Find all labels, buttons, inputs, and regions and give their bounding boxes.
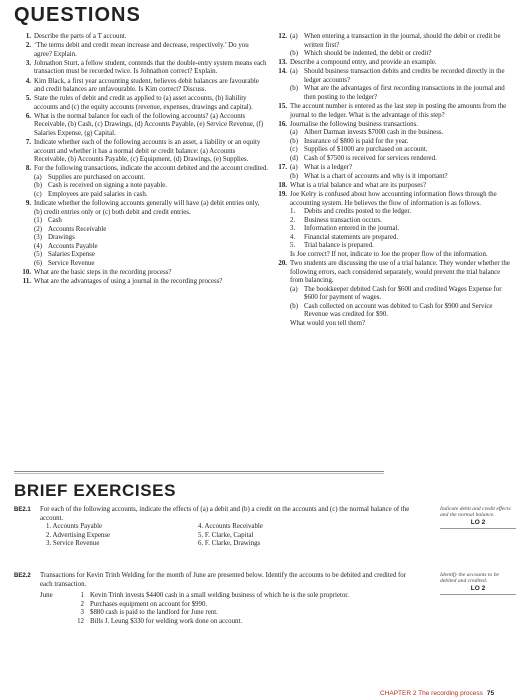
sub-text: Albert Darman invests $7000 cash in the business. <box>304 129 444 137</box>
sub-item <box>290 164 514 173</box>
question-item <box>276 182 514 191</box>
transaction-row <box>40 601 410 610</box>
question-body <box>34 42 268 59</box>
sub-item <box>34 174 268 183</box>
sub-text: Service Revenue <box>48 259 95 267</box>
question-text: ‘The terms debit and credit mean increase and decrease, respectively.’ Do you agree? Explain. <box>34 42 249 58</box>
question-item <box>276 121 514 164</box>
question-body <box>290 164 514 181</box>
question-item <box>20 165 268 199</box>
question-item <box>20 139 268 165</box>
margin-note-text: Identify the accounts to be debited and credited. <box>440 572 500 585</box>
sub-item <box>290 138 514 147</box>
question-body <box>290 68 514 102</box>
question-body <box>290 260 514 328</box>
divider <box>14 473 384 474</box>
question-body <box>34 33 268 42</box>
margin-note-be2-1 <box>440 506 516 529</box>
sub-label: 5. <box>290 242 296 250</box>
transaction-month <box>40 601 64 610</box>
question-number: 11. <box>22 278 31 286</box>
sub-item <box>290 242 514 251</box>
list-item: 4. Accounts Receivable <box>198 523 263 531</box>
question-body <box>34 278 268 287</box>
sub-text: Should business transaction debits and credits be recorded directly in the ledger accounts? <box>304 68 505 84</box>
question-item <box>20 269 268 278</box>
question-item <box>276 68 514 102</box>
sub-label: (c) <box>34 191 42 198</box>
sub-item <box>34 251 268 260</box>
question-text: Describe a compound entry, and provide an example. <box>290 59 437 67</box>
sub-item <box>290 303 514 320</box>
question-number: 13. <box>278 59 287 67</box>
exercise-be2-2 <box>14 572 434 652</box>
sub-item <box>290 208 514 217</box>
question-body <box>290 182 514 191</box>
sub-label: (b) <box>290 172 299 180</box>
question-number: 19. <box>278 191 287 198</box>
question-item <box>20 78 268 95</box>
transaction-row <box>40 618 410 627</box>
exercise-be2-1 <box>14 506 434 576</box>
transaction-row <box>40 592 410 601</box>
sub-label: (6) <box>34 259 43 267</box>
sub-label: (c) <box>290 146 298 154</box>
sub-label: (a) <box>290 285 298 293</box>
sub-label: 2. <box>290 216 296 224</box>
transaction-month <box>40 609 64 618</box>
question-item <box>276 33 514 59</box>
question-body <box>290 191 514 259</box>
sub-item <box>290 85 514 102</box>
sub-item <box>34 226 268 235</box>
question-body <box>34 165 268 199</box>
sub-label: 4. <box>290 233 296 241</box>
sub-item <box>290 217 514 226</box>
sub-label: (3) <box>34 234 43 242</box>
question-item <box>20 33 268 42</box>
questions-right-column <box>276 33 514 329</box>
question-item <box>276 260 514 328</box>
list-item: 5. F. Clarke, Capital <box>198 531 254 539</box>
sub-text: What is a chart of accounts and why is it important? <box>304 172 448 180</box>
sub-label: (5) <box>34 251 43 259</box>
sub-label: (2) <box>34 225 43 233</box>
sub-label: (a) <box>34 173 42 181</box>
sub-text: Accounts Receivable <box>48 225 107 233</box>
sub-label: (1) <box>34 217 43 225</box>
sub-label: (b) <box>34 182 43 190</box>
sub-label: (a) <box>290 68 298 76</box>
question-number: 14. <box>278 68 287 76</box>
question-body <box>34 78 268 95</box>
transaction-month <box>40 618 64 627</box>
sub-text: Supplies of $1000 are purchased on account. <box>304 146 428 154</box>
sub-label: (d) <box>290 155 299 163</box>
question-number: 12. <box>278 33 287 40</box>
brief-exercises-heading: BRIEF EXERCISES <box>14 481 177 500</box>
question-item <box>20 95 268 112</box>
question-followup: What would you tell them? <box>290 319 366 327</box>
sub-text: Drawings <box>48 234 75 242</box>
transaction-day: 12 <box>77 617 84 625</box>
sub-text: When entering a transaction in the journal, should the debit or credit be written first? <box>304 33 501 49</box>
exercise-id: BE2.1 <box>14 507 31 513</box>
sub-text: Information entered in the journal. <box>304 225 400 233</box>
sub-text: What are the advantages of first recording transactions in the journal and then posting to the ledger? <box>304 85 505 102</box>
question-number: 3. <box>25 59 31 67</box>
sub-text: Accounts Payable <box>48 242 98 250</box>
sub-text: Which should be indented, the debit or credit? <box>304 50 432 58</box>
list-item: 6. F. Clarke, Drawings <box>198 540 261 548</box>
learning-objective-badge: LO 2 <box>470 584 486 592</box>
page-number: 75 <box>486 690 495 697</box>
list-item: 1. Accounts Payable <box>46 523 103 531</box>
sub-item <box>290 33 514 50</box>
sub-text: Trial balance is prepared. <box>304 242 374 250</box>
sub-label: (a) <box>290 129 298 137</box>
question-body <box>34 200 268 268</box>
sub-item <box>290 129 514 138</box>
sub-item <box>290 50 514 59</box>
question-text: Joe Kelry is confused about how accounting information flows through the accounting system. He believes the flow of information is as follows. <box>290 191 497 207</box>
transaction-day: 2 <box>80 600 84 608</box>
question-body <box>290 33 514 59</box>
sub-text: Business transaction occurs. <box>304 216 382 224</box>
sub-item <box>34 217 268 226</box>
list-item: 2. Advertising Expense <box>46 531 111 539</box>
question-number: 8. <box>25 165 31 173</box>
question-number: 1. <box>25 33 31 40</box>
transaction-text: Bills J. Leung $330 for welding work done on account. <box>90 617 243 625</box>
sub-item <box>34 260 268 269</box>
sub-label: (b) <box>290 137 299 145</box>
divider <box>14 471 384 472</box>
question-body <box>34 95 268 112</box>
sub-item <box>34 234 268 243</box>
transaction-month: June <box>40 592 53 600</box>
margin-note-be2-2 <box>440 572 516 595</box>
exercise-id: BE2.2 <box>14 573 31 579</box>
question-body <box>34 60 268 77</box>
sub-text: Supplies are purchased on account. <box>48 173 146 181</box>
divider <box>440 594 516 595</box>
question-number: 17. <box>278 164 287 172</box>
question-text: What are the basic steps in the recording process? <box>34 269 172 277</box>
question-text: Kim Black, a first year accounting student, believes debit balances are favourable and credit balances are unfavourable. Is Kim correct? Discuss. <box>34 77 259 94</box>
question-number: 15. <box>278 103 287 111</box>
question-text: Journalise the following business transactions. <box>290 120 419 128</box>
sub-item <box>290 68 514 85</box>
sub-label: (b) <box>290 50 299 58</box>
question-item <box>20 60 268 77</box>
exercise-text: Transactions for Kevin Trinh Welding for the month of June are presented below. Identify the accounts to be debited and credited for each transaction. <box>40 572 407 588</box>
sub-text: What is a ledger? <box>304 164 353 172</box>
learning-objective-badge: LO 2 <box>470 518 486 526</box>
question-body <box>290 103 514 120</box>
question-number: 18. <box>278 181 287 189</box>
list-item: 3. Service Revenue <box>46 540 100 548</box>
question-number: 16. <box>278 120 287 128</box>
question-text: Two students are discussing the use of a trial balance. They wonder whether the following errors, each considered separately, would prevent the trial balance from balancing. <box>290 259 510 285</box>
question-text: What is the normal balance for each of the following accounts? (a) Accounts Receivable, (b) Cash, (c) Drawings, (d) Accounts Payable, (e) Service Revenue, (f) Salaries Expense, (g) Capital. <box>34 112 264 137</box>
transaction-day: 3 <box>80 609 84 617</box>
question-number: 6. <box>25 112 31 120</box>
question-item <box>20 42 268 59</box>
sub-text: Cash of $7500 is received for services rendered. <box>304 155 437 163</box>
sub-text: Cash is received on signing a note payable. <box>48 182 168 190</box>
transaction-list <box>40 592 410 626</box>
sub-label: (a) <box>290 33 298 40</box>
sub-text: Employees are paid salaries in cash. <box>48 191 148 198</box>
question-item <box>276 191 514 259</box>
sub-text: Debits and credits posted to the ledger. <box>304 208 411 216</box>
question-number: 5. <box>25 95 31 103</box>
question-number: 10. <box>22 269 31 277</box>
sub-text: The bookkeeper debited Cash for $600 and credited Wages Expense for $600 for payment of wages. <box>304 285 502 302</box>
page-footer <box>380 690 494 697</box>
question-body <box>34 269 268 278</box>
question-text: Indicate whether the following accounts generally will have (a) debit entries only, (b) credit entries only or (c) both debit and credit entries. <box>34 200 260 216</box>
sub-label: (4) <box>34 242 43 250</box>
sub-label: (b) <box>290 85 299 93</box>
questions-heading: QUESTIONS <box>14 4 141 26</box>
questions-left-column <box>20 33 268 287</box>
question-text: Indicate whether each of the following accounts is an asset, a liability or an equity account and whether it has a normal debit or credit balance: (a) Accounts Receivable, (b) Accounts Payable, (c) Equipment, (d) Drawings, (e) Supplies. <box>34 139 261 164</box>
question-text: Johnathon Sturt, a fellow student, contends that the double-entry system means each transaction must be recorded twice. Is Johnathon correct? Explain. <box>34 59 267 76</box>
question-item <box>276 59 514 68</box>
sub-text: Cash <box>48 217 62 225</box>
question-body <box>290 59 514 68</box>
question-body <box>34 139 268 165</box>
divider <box>440 528 516 529</box>
sub-item <box>290 146 514 155</box>
question-body <box>34 113 268 139</box>
sub-text: Financial statements are prepared. <box>304 233 399 241</box>
sub-item <box>290 173 514 182</box>
sub-item <box>34 243 268 252</box>
question-text: What are the advantages of using a journal in the recording process? <box>34 278 223 286</box>
question-text: Describe the parts of a T account. <box>34 33 127 40</box>
question-item <box>20 113 268 139</box>
sub-label: (b) <box>290 302 299 310</box>
sub-item <box>290 155 514 164</box>
question-number: 20. <box>278 259 287 267</box>
sub-item <box>290 225 514 234</box>
question-followup: Is Joe correct? If not, indicate to Joe the proper flow of the information. <box>290 250 488 258</box>
transaction-text: $880 cash is paid to the landlord for June rent. <box>90 609 218 617</box>
sub-item <box>34 191 268 200</box>
question-item <box>20 278 268 287</box>
sub-text: Insurance of $800 is paid for the year. <box>304 137 409 145</box>
question-number: 4. <box>25 77 31 85</box>
exercise-text: For each of the following accounts, indicate the effects of (a) a debit and (b) a credit on the accounts and (c) the normal balance of the account. <box>40 506 410 522</box>
chapter-title: CHAPTER 2 The recording process <box>380 690 483 697</box>
question-item <box>20 200 268 268</box>
account-list <box>46 523 410 549</box>
question-text: State the rules of debit and credit as applied to (a) asset accounts, (b) liability accounts and (c) the equity accounts (revenue, expenses, drawings and capital). <box>34 95 253 111</box>
sub-label: 3. <box>290 225 296 233</box>
sub-label: (a) <box>290 164 298 172</box>
transaction-text: Kevin Trinh invests $4400 cash in a small welding business of which he is the sole proprietor. <box>90 592 349 600</box>
transaction-text: Purchases equipment on account for $990. <box>90 600 208 608</box>
transaction-day: 1 <box>80 592 84 600</box>
transaction-row <box>40 609 410 618</box>
sub-item <box>290 286 514 303</box>
question-text: The account number is entered as the last step in posting the amounts from the journal to the ledger. What is the advantage of this step? <box>290 103 507 119</box>
question-text: What is a trial balance and what are its purposes? <box>290 181 427 189</box>
question-item <box>276 103 514 120</box>
sub-item <box>34 182 268 191</box>
sub-item <box>290 234 514 243</box>
sub-text: Cash collected on account was debited to Cash for $900 and Service Revenue was credited for $90. <box>304 302 493 319</box>
margin-note-text: Indicate debit and credit effects and the normal balance. <box>440 506 511 519</box>
question-text: For the following transactions, indicate the account debited and the account credited. <box>34 165 269 173</box>
sub-text: Salaries Expense <box>48 251 95 259</box>
question-number: 7. <box>25 139 31 147</box>
question-body <box>290 121 514 164</box>
question-number: 2. <box>25 42 31 50</box>
question-item <box>276 164 514 181</box>
sub-label: 1. <box>290 208 296 216</box>
question-number: 9. <box>25 200 31 208</box>
